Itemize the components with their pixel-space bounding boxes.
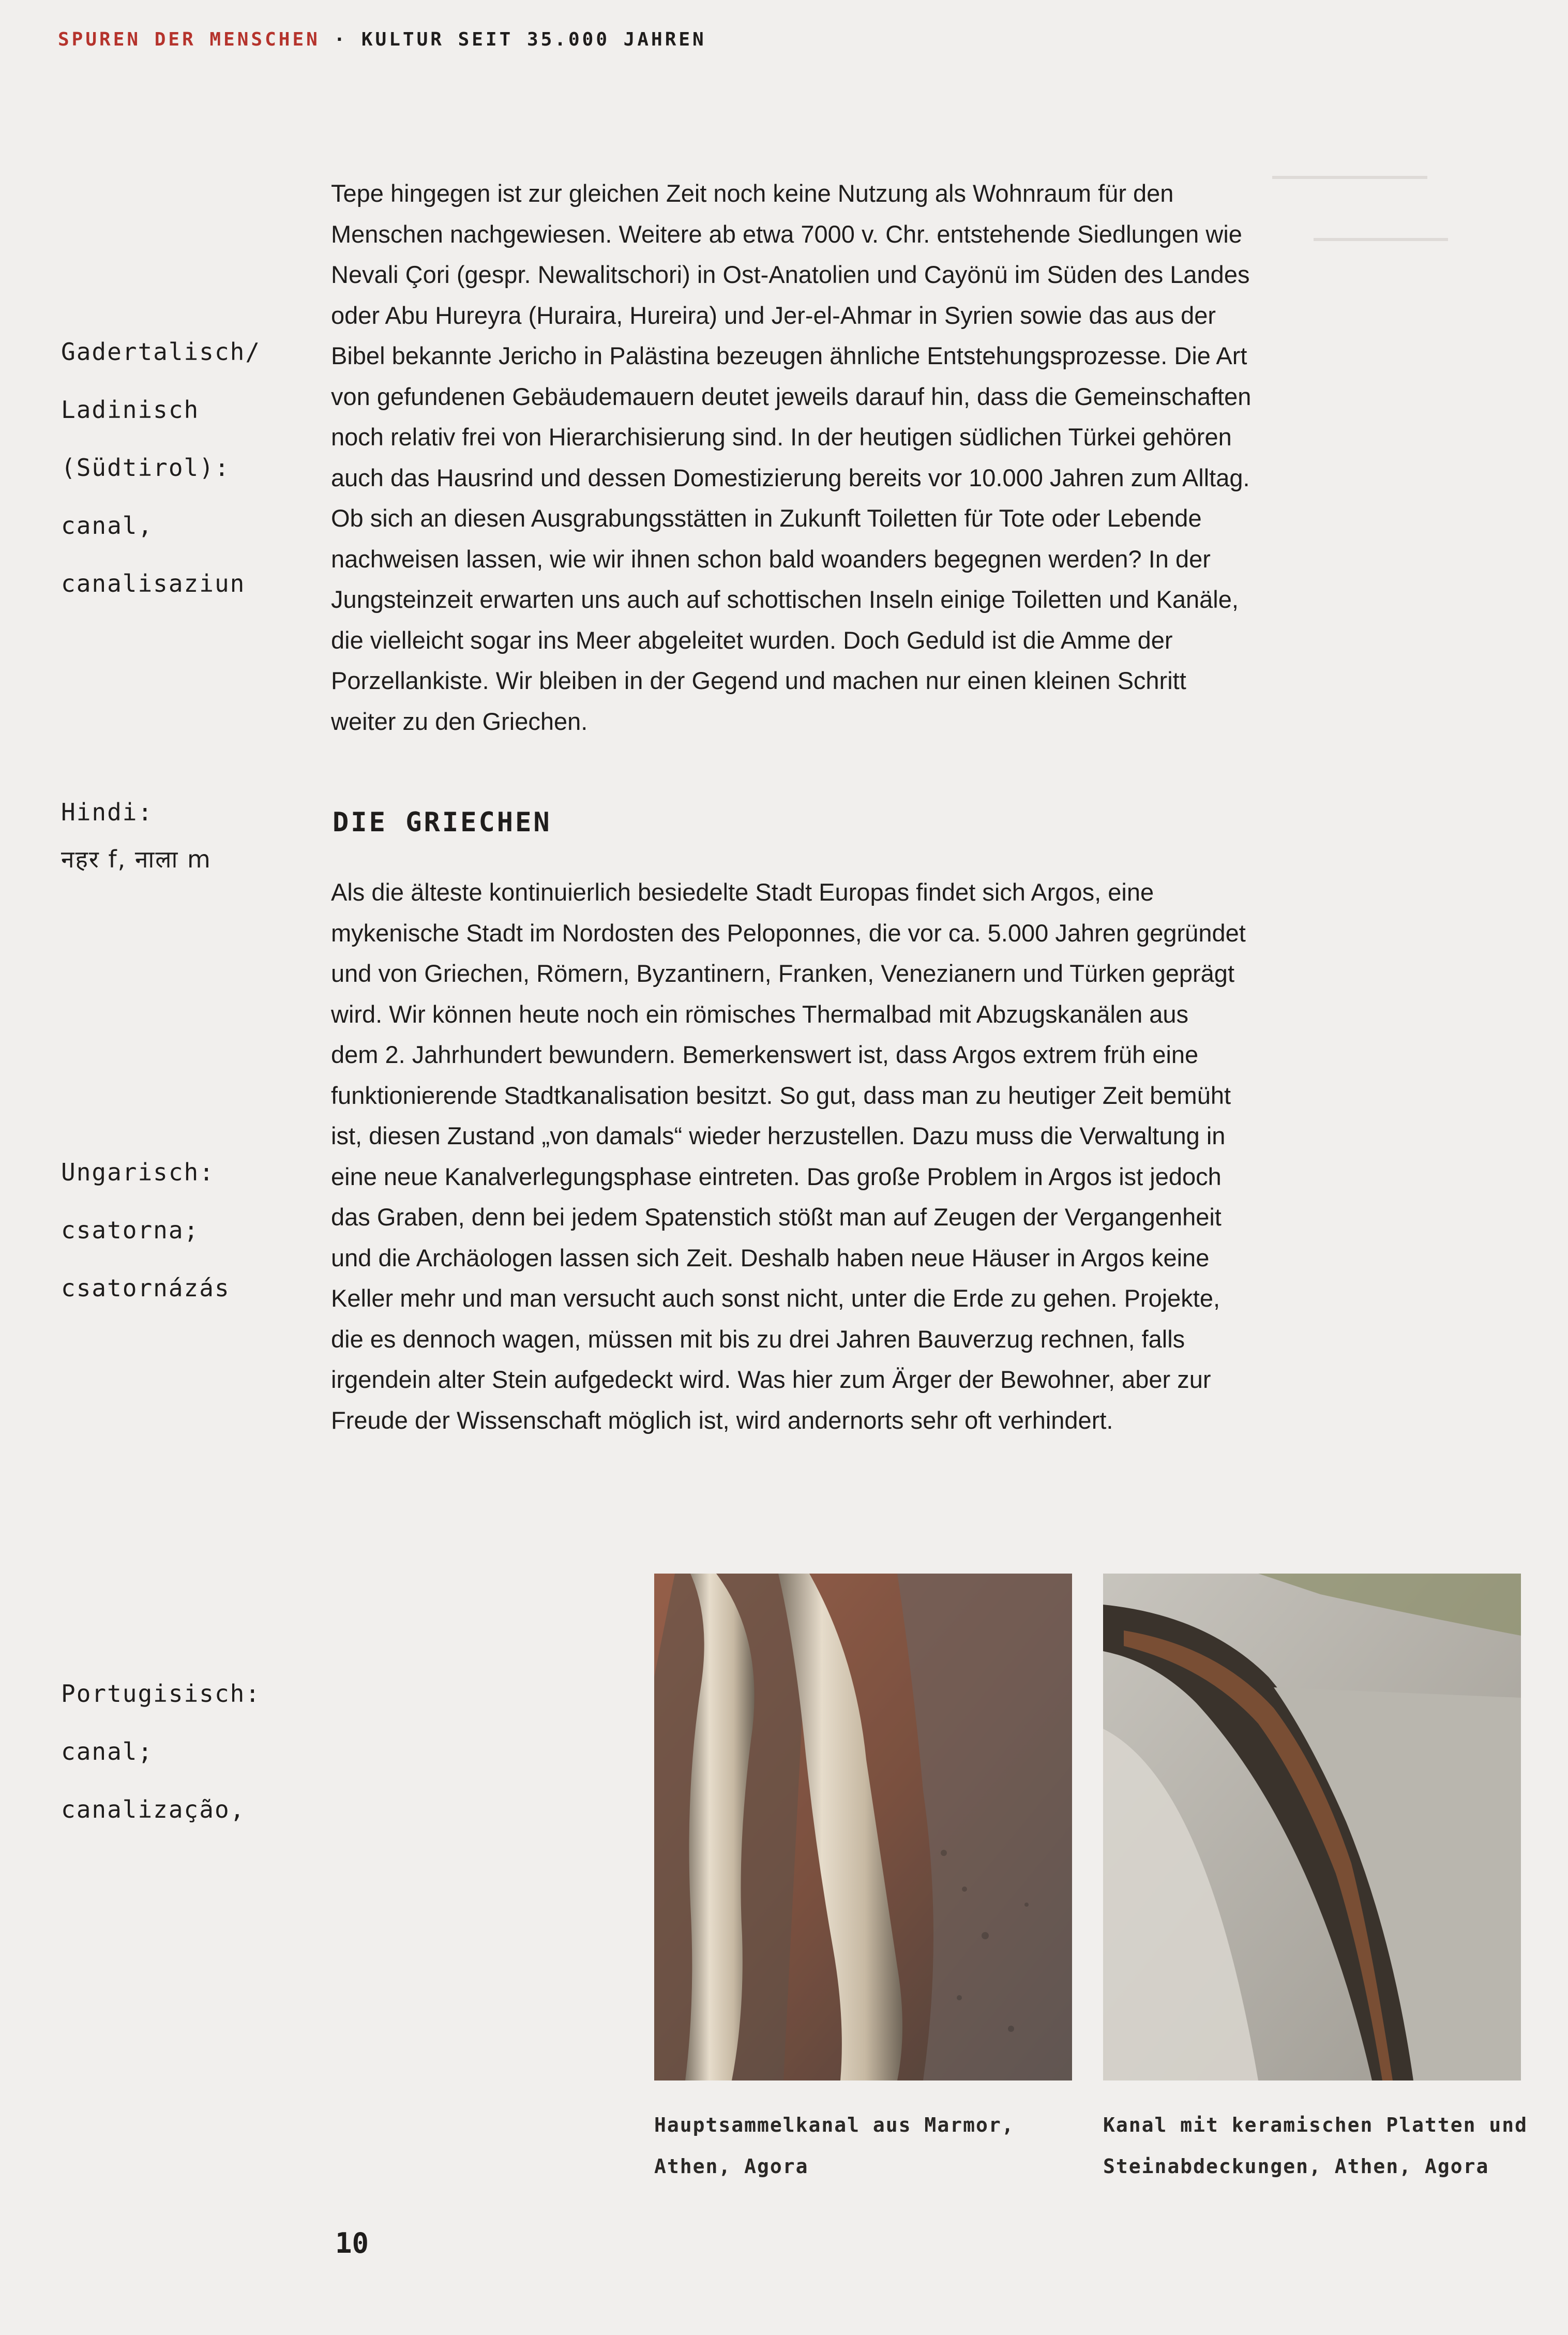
text-line: Porzellankiste. Wir bleiben in der Gegend und machen nur einen kleinen Schritt bbox=[331, 667, 1186, 694]
figure-caption-left bbox=[654, 2104, 1068, 2187]
sidenote-line: canalização, bbox=[61, 1795, 246, 1823]
text-line: die es dennoch wagen, müssen mit bis zu drei Jahren Bauverzug rechnen, falls bbox=[331, 1325, 1185, 1353]
sidenote-line: (Südtirol): bbox=[61, 454, 230, 482]
caption-line: Hauptsammelkanal aus Marmor, bbox=[654, 2114, 1015, 2136]
running-head-separator: · bbox=[334, 29, 348, 50]
text-line: Keller mehr und man versucht auch sonst nicht, unter die Erde zu gehen. Projekte, bbox=[331, 1284, 1220, 1312]
running-head-subtitle: KULTUR SEIT 35.000 JAHREN bbox=[361, 29, 706, 50]
text-line: Jungsteinzeit erwarten uns auch auf schottischen Inseln einige Toiletten und Kanäle, bbox=[331, 586, 1239, 613]
text-line: Nevali Çori (gespr. Newalitschori) in Ost-Anatolien und Cayönü im Süden des Landes bbox=[331, 261, 1250, 288]
text-line: dem 2. Jahrhundert bewundern. Bemerkenswert ist, dass Argos extrem früh eine bbox=[331, 1041, 1199, 1068]
text-line: noch relativ frei von Hierarchisierung sind. In der heutigen südlichen Türkei gehören bbox=[331, 423, 1232, 451]
photo-marble-sewer-image bbox=[654, 1574, 1072, 2080]
text-line: Als die älteste kontinuierlich besiedelte Stadt Europas findet sich Argos, eine bbox=[331, 878, 1154, 906]
text-line: Freude der Wissenschaft möglich ist, wird andernorts sehr oft verhindert. bbox=[331, 1406, 1113, 1434]
body-paragraph-1 bbox=[331, 173, 1319, 742]
text-line: Menschen nachgewiesen. Weitere ab etwa 7000 v. Chr. entstehende Siedlungen wie bbox=[331, 220, 1242, 248]
sidenote-line: canal; bbox=[61, 1738, 154, 1765]
photo-marble-sewer bbox=[654, 1574, 1072, 2080]
sidenote-line: csatornázás bbox=[61, 1274, 230, 1302]
text-line: und von Griechen, Römern, Byzantinern, Franken, Venezianern und Türken geprägt bbox=[331, 960, 1235, 987]
text-line: oder Abu Hureyra (Huraira, Hureira) und Jer-el-Ahmar in Syrien sowie das aus der bbox=[331, 301, 1216, 329]
text-line: die vielleicht sogar ins Meer abgeleitet wurden. Doch Geduld ist die Amme der bbox=[331, 626, 1173, 654]
body-paragraph-2 bbox=[331, 872, 1319, 1441]
sidenote-line: Ungarisch: bbox=[61, 1158, 215, 1186]
sidenote-ladinisch bbox=[61, 323, 278, 612]
text-line: auch das Hausrind und dessen Domestizierung bereits vor 10.000 Jahren zum Alltag. bbox=[331, 463, 1250, 491]
sidenote-line: Ladinisch bbox=[61, 396, 200, 424]
sidenote-line: canal, bbox=[61, 512, 154, 540]
figure-caption-right bbox=[1103, 2104, 1558, 2187]
sidenote-line: Portugisisch: bbox=[61, 1680, 261, 1708]
text-line: das Graben, denn bei jedem Spatenstich stößt man auf Zeugen der Vergangenheit bbox=[331, 1203, 1222, 1231]
sidenote-portugisisch bbox=[61, 1665, 278, 1838]
running-head-section: SPUREN DER MENSCHEN bbox=[58, 29, 320, 50]
text-line: mykenische Stadt im Nordosten des Peloponnes, die vor ca. 5.000 Jahren gegründet bbox=[331, 919, 1246, 947]
text-line: wird. Wir können heute noch ein römisches Thermalbad mit Abzugskanälen aus bbox=[331, 1000, 1189, 1028]
text-line: eine neue Kanalverlegungsphase eintreten. Das große Problem in Argos ist jedoch bbox=[331, 1162, 1222, 1190]
sidenote-line: Gadertalisch/ bbox=[61, 338, 261, 366]
text-line: und die Archäologen lassen sich Zeit. Deshalb haben neue Häuser in Argos keine bbox=[331, 1244, 1210, 1271]
caption-line: Athen, Agora bbox=[654, 2155, 809, 2178]
text-line: weiter zu den Griechen. bbox=[331, 707, 588, 735]
photo-ceramic-channel bbox=[1103, 1574, 1521, 2080]
text-line: funktionierende Stadtkanalisation besitzt. So gut, dass man zu heutiger Zeit bemüht bbox=[331, 1081, 1231, 1109]
sidenote-line: Hindi: bbox=[61, 798, 154, 826]
text-line: irgendein alter Stein aufgedeckt wird. Was hier zum Ärger der Bewohner, aber zur bbox=[331, 1366, 1211, 1393]
running-head bbox=[58, 29, 706, 50]
sidenote-hindi bbox=[61, 783, 278, 877]
caption-line: Kanal mit keramischen Platten und bbox=[1103, 2114, 1528, 2136]
photo-ceramic-channel-image bbox=[1103, 1574, 1521, 2080]
text-line: nachweisen lassen, wie wir ihnen schon bald woanders begegnen werden? In der bbox=[331, 545, 1211, 573]
caption-line: Steinabdeckungen, Athen, Agora bbox=[1103, 2155, 1489, 2178]
sidenote-line: नहर f, नाला m bbox=[61, 845, 212, 873]
show-through-ghost bbox=[1314, 238, 1448, 262]
text-line: ist, diesen Zustand „von damals“ wieder herzustellen. Dazu muss die Verwaltung in bbox=[331, 1122, 1226, 1149]
sidenote-line: canalisaziun bbox=[61, 570, 246, 597]
sidenote-ungarisch bbox=[61, 1143, 278, 1317]
text-line: Ob sich an diesen Ausgrabungsstätten in Zukunft Toiletten für Tote oder Lebende bbox=[331, 504, 1202, 532]
text-line: von gefundenen Gebäudemauern deutet jeweils darauf hin, dass die Gemeinschaften bbox=[331, 382, 1252, 410]
page-number: 10 bbox=[335, 2227, 369, 2259]
text-line: Tepe hingegen ist zur gleichen Zeit noch keine Nutzung als Wohnraum für den bbox=[331, 179, 1174, 207]
text-line: Bibel bekannte Jericho in Palästina bezeugen ähnliche Entstehungsprozesse. Die Art bbox=[331, 342, 1247, 369]
section-heading: DIE GRIECHEN bbox=[333, 807, 552, 838]
sidenote-line: csatorna; bbox=[61, 1216, 200, 1244]
